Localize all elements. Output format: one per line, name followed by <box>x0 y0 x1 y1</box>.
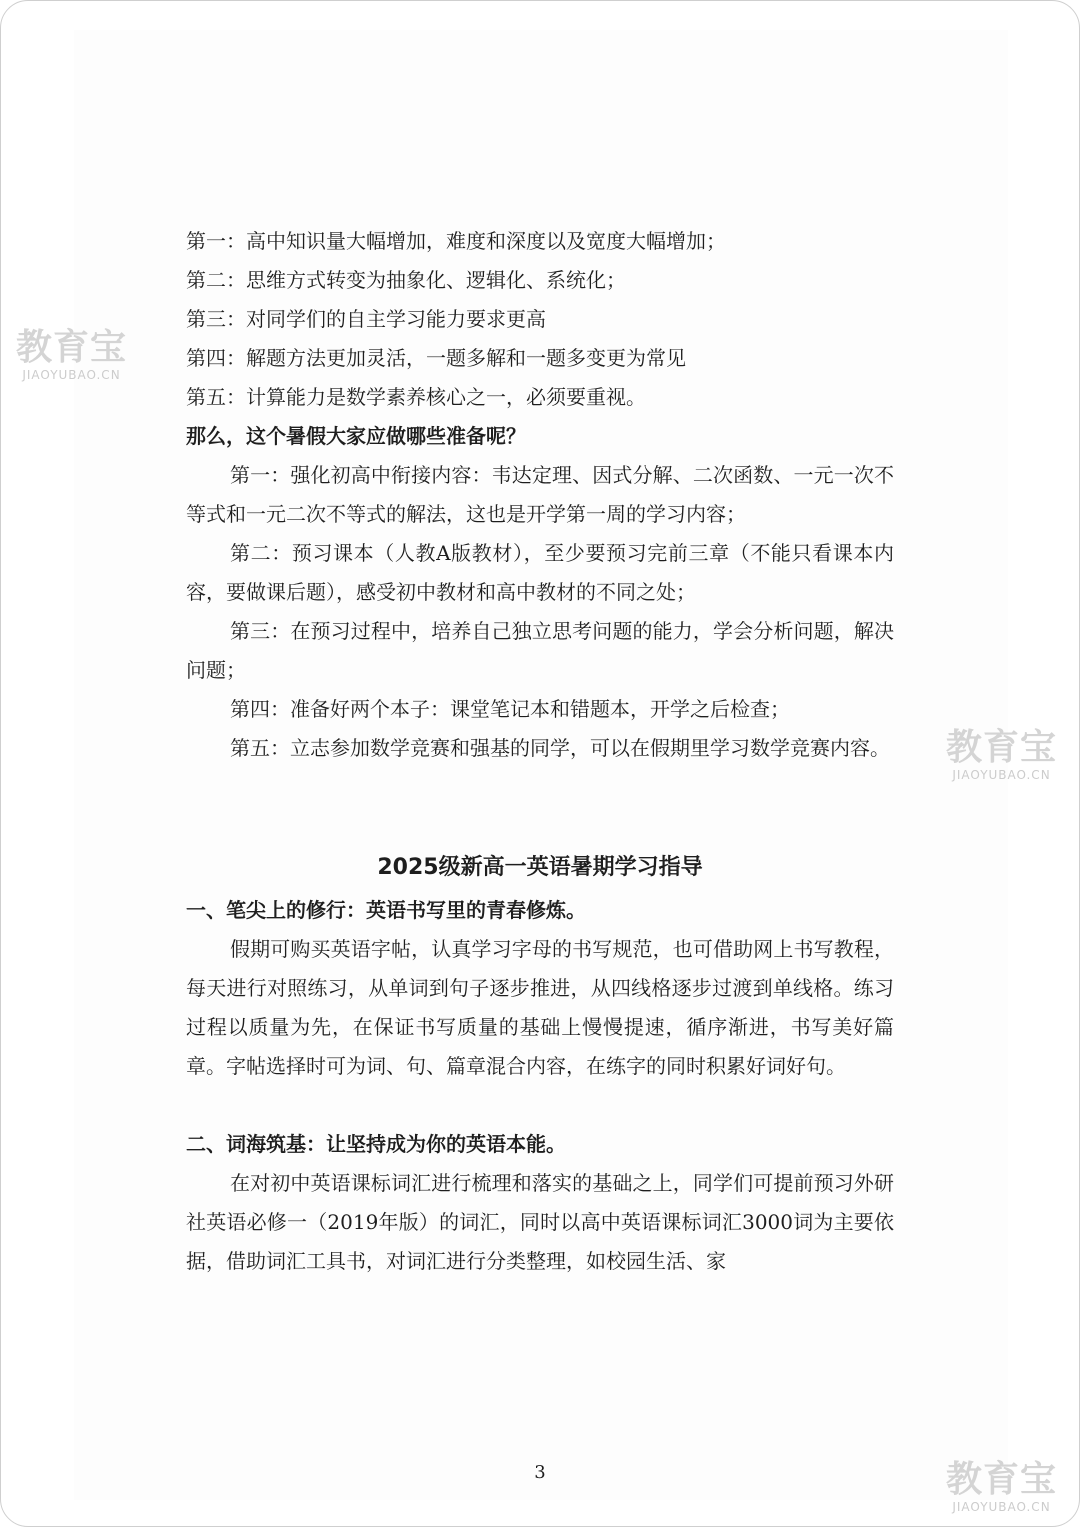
challenge-item-4: 第四：解题方法更加灵活，一题多解和一题多变更为常见 <box>186 346 686 370</box>
question-heading: 那么，这个暑假大家应做哪些准备呢？ <box>186 424 526 448</box>
preparation-item-5: 第五：立志参加数学竞赛和强基的同学，可以在假期里学习数学竞赛内容。 <box>230 736 890 760</box>
preparation-item-2: 第二：预习课本（人教A版教材），至少要预习完前三章（不能只看课本内容，要做课后题），感受初中教材和高中教材的不同之处； <box>186 541 894 604</box>
english-paragraph-1: 假期可购买英语字帖，认真学习字母的书写规范，也可借助网上书写教程，每天进行对照练习，从单词到句子逐步推进，从四线格逐步过渡到单线格。练习过程以质量为先，在保证书写质量的基础上慢慢提速，循序渐进，书写美好篇章。字帖选择时可为词、句、篇章混合内容，在练字的同时积累好词好句。 <box>186 937 894 1078</box>
preparation-item-4: 第四：准备好两个本子：课堂笔记本和错题本，开学之后检查； <box>230 697 790 721</box>
challenge-item-1: 第一：高中知识量大幅增加，难度和深度以及宽度大幅增加； <box>186 229 726 253</box>
english-heading-1: 一、笔尖上的修行：英语书写里的青春修炼。 <box>186 898 586 922</box>
watermark-right <box>946 728 1057 782</box>
watermark-left <box>16 328 127 382</box>
page-number: 3 <box>534 1462 546 1483</box>
section-title: 2025级新高一英语暑期学习指导 <box>377 855 703 880</box>
watermark-logo-text: 教育宝 <box>16 327 128 368</box>
watermark-domain: JIAOYUBAO.CN <box>952 1500 1051 1514</box>
preparation-item-1: 第一：强化初高中衔接内容：韦达定理、因式分解、二次函数、一元一次不等式和一元二次不等式的解法，这也是开学第一周的学习内容； <box>186 463 894 526</box>
english-heading-2: 二、词海筑基：让坚持成为你的英语本能。 <box>186 1132 566 1156</box>
challenge-item-5: 第五：计算能力是数学素养核心之一，必须要重视。 <box>186 385 646 409</box>
english-paragraph-2: 在对初中英语课标词汇进行梳理和落实的基础之上，同学们可提前预习外研社英语必修一（2019年版）的词汇，同时以高中英语课标词汇3000词为主要依据，借助词汇工具书，对词汇进行分类整理，如校园生活、家 <box>186 1171 894 1273</box>
challenge-item-2: 第二：思维方式转变为抽象化、逻辑化、系统化； <box>186 268 626 292</box>
watermark-bottom-right <box>946 1460 1057 1514</box>
watermark-domain: JIAOYUBAO.CN <box>22 368 121 382</box>
challenge-item-3: 第三：对同学们的自主学习能力要求更高 <box>186 307 546 331</box>
preparation-item-3: 第三：在预习过程中，培养自己独立思考问题的能力，学会分析问题，解决问题； <box>186 619 894 682</box>
watermark-domain: JIAOYUBAO.CN <box>952 768 1051 782</box>
watermark-logo-text: 教育宝 <box>946 1459 1058 1500</box>
watermark-logo-text: 教育宝 <box>946 727 1058 768</box>
